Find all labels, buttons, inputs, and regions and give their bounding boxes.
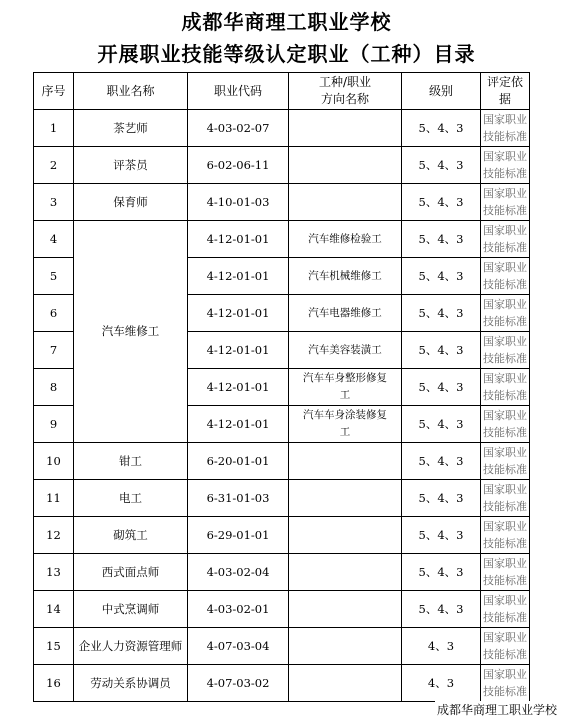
table-row [34,110,530,147]
cell-occupation-name: 保育师 [74,184,188,221]
cell-occupation-name: 评茶员 [74,147,188,184]
cell-seq: 12 [34,517,74,554]
cell-occupation-name: 茶艺师 [74,110,188,147]
cell-direction-name: 汽车美容装潢工 [289,332,402,369]
cell-occupation-name: 汽车维修工 [74,221,188,443]
cell-direction-name [289,184,402,221]
cell-seq: 11 [34,480,74,517]
header-level: 级别 [402,73,481,110]
cell-direction-name [289,147,402,184]
cell-direction-name: 汽车车身整形修复 工 [289,369,402,406]
cell-direction-name [289,480,402,517]
cell-level: 4、3 [402,665,481,702]
cell-occupation-code: 6-31-01-03 [188,480,289,517]
header-direction-name: 工种/职业 方向名称 [289,73,402,110]
cell-basis: 国家职业 技能标准 [481,665,530,702]
cell-level: 5、4、3 [402,332,481,369]
cell-seq: 16 [34,665,74,702]
cell-basis: 国家职业 技能标准 [481,628,530,665]
cell-basis: 国家职业 技能标准 [481,147,530,184]
table-row [34,591,530,628]
table-row [34,147,530,184]
cell-basis: 国家职业 技能标准 [481,517,530,554]
cell-occupation-code: 4-10-01-03 [188,184,289,221]
cell-seq: 15 [34,628,74,665]
cell-direction-name [289,554,402,591]
table-row [34,554,530,591]
cell-direction-name: 汽车机械维修工 [289,258,402,295]
cell-level: 5、4、3 [402,147,481,184]
cell-basis: 国家职业 技能标准 [481,406,530,443]
table-row [34,628,530,665]
cell-occupation-code: 4-12-01-01 [188,295,289,332]
cell-direction-name: 汽车电器维修工 [289,295,402,332]
cell-level: 5、4、3 [402,258,481,295]
cell-basis: 国家职业 技能标准 [481,369,530,406]
cell-seq: 7 [34,332,74,369]
cell-direction-name [289,517,402,554]
header-seq: 序号 [34,73,74,110]
cell-occupation-code: 4-03-02-07 [188,110,289,147]
cell-basis: 国家职业 技能标准 [481,591,530,628]
cell-level: 5、4、3 [402,369,481,406]
cell-basis: 国家职业 技能标准 [481,221,530,258]
cell-basis: 国家职业 技能标准 [481,184,530,221]
cell-basis: 国家职业 技能标准 [481,554,530,591]
cell-occupation-code: 4-12-01-01 [188,258,289,295]
cell-level: 5、4、3 [402,554,481,591]
cell-basis: 国家职业 技能标准 [481,295,530,332]
cell-level: 5、4、3 [402,480,481,517]
cell-occupation-code: 4-07-03-04 [188,628,289,665]
cell-occupation-code: 6-02-06-11 [188,147,289,184]
table-row [34,443,530,480]
cell-seq: 1 [34,110,74,147]
table-header-row [34,73,530,110]
cell-basis: 国家职业 技能标准 [481,332,530,369]
cell-seq: 5 [34,258,74,295]
cell-seq: 4 [34,221,74,258]
cell-occupation-code: 4-12-01-01 [188,221,289,258]
cell-seq: 14 [34,591,74,628]
table-row [34,517,530,554]
cell-direction-name [289,591,402,628]
cell-level: 5、4、3 [402,406,481,443]
cell-occupation-code: 4-03-02-04 [188,554,289,591]
cell-seq: 6 [34,295,74,332]
occupation-table [33,72,530,702]
table-row [34,221,530,258]
cell-occupation-name: 砌筑工 [74,517,188,554]
cell-occupation-code: 4-03-02-01 [188,591,289,628]
cell-direction-name [289,443,402,480]
cell-occupation-name: 中式烹调师 [74,591,188,628]
table-row [34,665,530,702]
cell-direction-name [289,665,402,702]
cell-seq: 8 [34,369,74,406]
document-subtitle: 开展职业技能等级认定职业（工种）目录 [97,42,476,66]
table-row [34,184,530,221]
cell-level: 5、4、3 [402,110,481,147]
cell-level: 4、3 [402,628,481,665]
table-row [34,480,530,517]
cell-basis: 国家职业 技能标准 [481,258,530,295]
cell-basis: 国家职业 技能标准 [481,480,530,517]
cell-seq: 10 [34,443,74,480]
cell-seq: 13 [34,554,74,591]
cell-occupation-name: 西式面点师 [74,554,188,591]
table-body [34,110,530,702]
cell-occupation-code: 4-12-01-01 [188,332,289,369]
header-occupation-name: 职业名称 [74,73,188,110]
cell-seq: 9 [34,406,74,443]
cell-level: 5、4、3 [402,295,481,332]
cell-level: 5、4、3 [402,443,481,480]
header-basis: 评定依 据 [481,73,530,110]
cell-level: 5、4、3 [402,221,481,258]
cell-occupation-code: 6-29-01-01 [188,517,289,554]
cell-occupation-name: 劳动关系协调员 [74,665,188,702]
cell-seq: 3 [34,184,74,221]
cell-occupation-code: 4-07-03-02 [188,665,289,702]
cell-basis: 国家职业 技能标准 [481,443,530,480]
cell-direction-name: 汽车维修检验工 [289,221,402,258]
cell-direction-name: 汽车车身涂装修复 工 [289,406,402,443]
header-occupation-code: 职业代码 [188,73,289,110]
cell-seq: 2 [34,147,74,184]
cell-level: 5、4、3 [402,591,481,628]
watermark-text: 成都华商理工职业学校 [436,703,557,717]
cell-occupation-name: 电工 [74,480,188,517]
cell-occupation-code: 4-12-01-01 [188,369,289,406]
cell-occupation-name: 钳工 [74,443,188,480]
cell-direction-name [289,628,402,665]
cell-occupation-code: 4-12-01-01 [188,406,289,443]
cell-level: 5、4、3 [402,517,481,554]
cell-occupation-code: 6-20-01-01 [188,443,289,480]
cell-direction-name [289,110,402,147]
cell-level: 5、4、3 [402,184,481,221]
cell-occupation-name: 企业人力资源管理师 [74,628,188,665]
document-title: 成都华商理工职业学校 [181,10,392,34]
cell-basis: 国家职业 技能标准 [481,110,530,147]
